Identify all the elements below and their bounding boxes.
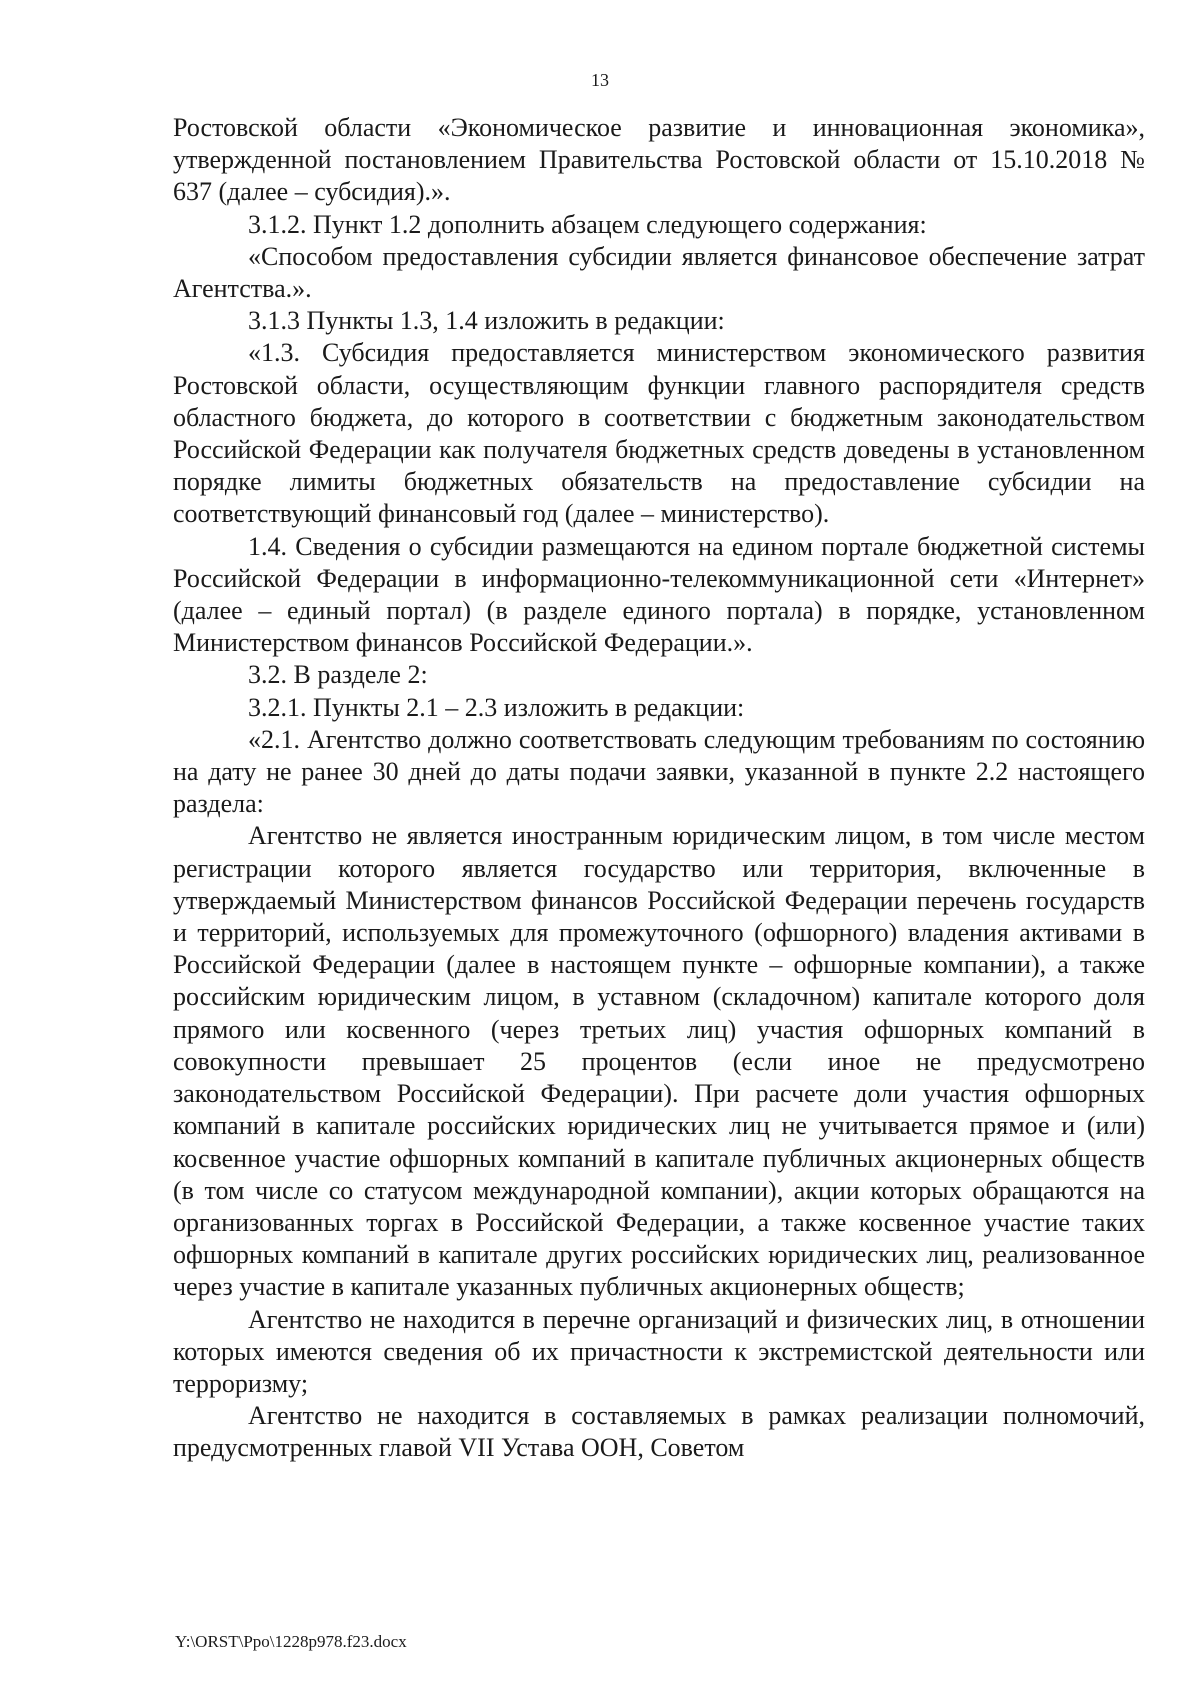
paragraph-9: «2.1. Агентство должно соответствовать следующим требованиям по состоянию на дату не ранее 30 дней до даты подачи заявки, указанной в пункте 2.2 настоящего раздела:	[173, 724, 1145, 819]
paragraph-1: Ростовской области «Экономическое развитие и инновационная экономика», утвержденной постановлением Правительства Ростовской области от 15.10.2018 № 637 (далее – субсидия).».	[173, 113, 1145, 207]
paragraph-7: 3.2. В разделе 2:	[248, 660, 428, 690]
paragraph-10: Агентство не является иностранным юридическим лицом, в том числе местом регистрации которого является государство или территория, включенные в утверждаемый Министерством финансов Российской Федерации перечень государств и территорий, используемых для промежуточного (офшорного) владения активами в Российской Федерации (далее в настоящем пункте – офшорные компании), а также российским юридическим лицом, в уставном (складочном) капитале которого доля прямого или косвенного (через третьих лиц) участия офшорных компаний в совокупности превышает 25 процентов (если иное не предусмотрено законодательством Российской Федерации). При расчете доли участия офшорных компаний в капитале российских юридических лиц не учитывается прямое и (или) косвенное участие офшорных компаний в капитале публичных акционерных обществ (в том числе со статусом международной компании), акции которых обращаются на организованных торгах в Российской Федерации, а также косвенное участие таких офшорных компаний в капитале других российских юридических лиц, реализованное через участие в капитале указанных публичных акционерных обществ;	[173, 821, 1145, 1302]
paragraph-5: «1.3. Субсидия предоставляется министерством экономического развития Ростовской области, осуществляющим функции главного распорядителя средств областного бюджета, до которого в соответствии с бюджетным законодательством Российской Федерации как получателя бюджетных средств доведены в установленном порядке лимиты бюджетных обязательств на предоставление субсидии на соответствующий финансовый год (далее – министерство).	[173, 338, 1145, 529]
document-body	[173, 112, 1145, 1465]
page-number: 13	[591, 70, 609, 90]
paragraph-6: 1.4. Сведения о субсидии размещаются на едином портале бюджетной системы Российской Федерации в информационно-телекоммуникационной сети «Интернет» (далее – единый портал) (в разделе единого портала) в порядке, установленном Министерством финансов Российской Федерации.».	[173, 531, 1145, 658]
paragraph-11: Агентство не находится в перечне организаций и физических лиц, в отношении которых имеются сведения об их причастности к экстремистской деятельности или терроризму;	[173, 1304, 1145, 1398]
paragraph-3: «Способом предоставления субсидии является финансовое обеспечение затрат Агентства.».	[173, 241, 1145, 304]
paragraph-12: Агентство не находится в составляемых в рамках реализации полномочий, предусмотренных главой VII Устава ООН, Советом	[173, 1401, 1145, 1463]
footer-file-path: Y:\ORST\Ppo\1228p978.f23.docx	[175, 1632, 407, 1651]
paragraph-4: 3.1.3 Пункты 1.3, 1.4 изложить в редакции:	[248, 306, 725, 336]
paragraph-2: 3.1.2. Пункт 1.2 дополнить абзацем следующего содержания:	[248, 209, 927, 239]
paragraph-8: 3.2.1. Пункты 2.1 – 2.3 изложить в редакции:	[248, 692, 745, 722]
